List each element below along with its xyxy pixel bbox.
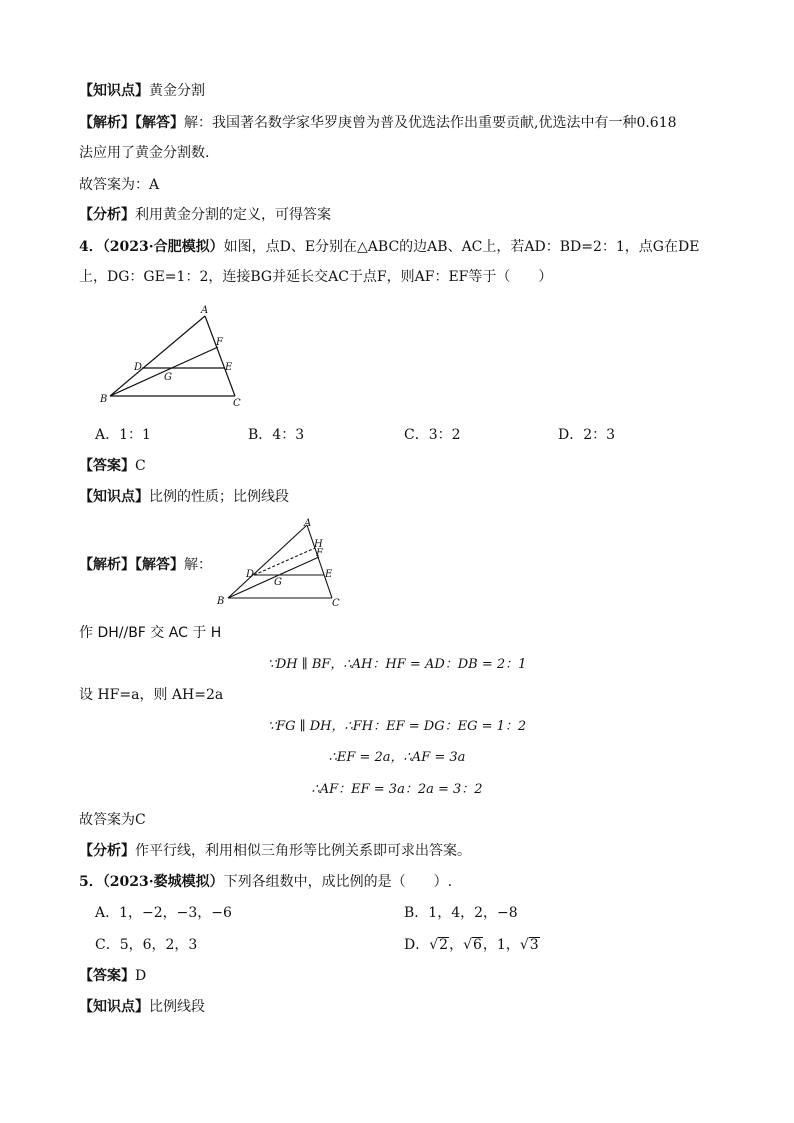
question-stem: 如图，点D、E分别在△ABC的边AB、AC上，若AD：BD=2：1，点G在DE (223, 239, 700, 255)
fenxi-tag: 【分析】 (79, 207, 135, 223)
analysis-text: 解： (184, 557, 212, 573)
knowledge-text: 比例线段 (149, 999, 205, 1015)
q4-option-c: C．3：2 (404, 427, 461, 443)
radicand-1: 2 (439, 937, 449, 953)
q4-equation-3: ∴EF = 2a，∴AF = 3a (328, 750, 466, 765)
q4-option-a: A．1：1 (95, 427, 151, 443)
label-d: D (246, 569, 255, 580)
q4-equation-2: ∵FG ∥ DH，∴FH：EF = DG：EG = 1：2 (267, 719, 527, 734)
fenxi-text: 作平行线，利用相似三角形等比例关系即可求出答案。 (135, 843, 471, 859)
label-a: A (304, 518, 312, 529)
q3-analysis-line (79, 113, 677, 133)
label-d: D (134, 362, 143, 373)
label-b: B (100, 394, 108, 405)
q5-stem-line (79, 872, 452, 892)
sqrt-symbol: √ (429, 937, 439, 953)
q4-step-2: 设 HF=a，则 AH=2a (79, 687, 224, 703)
q5-option-c: C．5，6，2，3 (95, 937, 198, 953)
answer-value: D (135, 968, 147, 984)
answer-value: C (135, 458, 146, 474)
label-h: H (314, 539, 323, 550)
q3-fenxi-line (79, 205, 331, 225)
q4-answer-conclusion: 故答案为C (79, 812, 146, 828)
answer-tag: 【答案】 (79, 458, 135, 474)
q5-option-b: B．1，4，2，−8 (404, 905, 518, 921)
label-g: G (164, 372, 172, 383)
q4-equation-4: ∴AF：EF = 3a：2a = 3：2 (311, 782, 483, 797)
plain-number: 1 (496, 937, 506, 953)
q5-option-d: D．√2，√6，1，√3 (404, 937, 539, 953)
radicand-2: 6 (473, 937, 482, 953)
q4-knowledge-line (79, 487, 289, 507)
q4-answer-line (79, 456, 146, 476)
knowledge-tag: 【知识点】 (79, 83, 149, 99)
question-source: （2023·婺城模拟） (102, 874, 224, 890)
triangle-figure-2 (212, 515, 347, 610)
q5-option-a: A．1，−2，−3，−6 (95, 905, 232, 921)
label-e: E (325, 569, 333, 580)
q4-option-d: D．2：3 (558, 427, 616, 443)
label-f: F (216, 337, 223, 348)
label-f: F (316, 548, 323, 559)
label-e: E (225, 362, 233, 373)
sqrt-symbol: √ (463, 937, 472, 953)
analysis-text: 解：我国著名数学家华罗庚曾为普及优选法作出重要贡献,优选法中有一种0.618 (184, 115, 677, 131)
q4-analysis-line (79, 555, 212, 575)
sqrt-symbol: √ (519, 937, 529, 953)
knowledge-tag: 【知识点】 (79, 489, 149, 505)
question-number: 4． (79, 239, 103, 255)
option-d-letter: D． (404, 937, 430, 953)
label-g: G (274, 577, 282, 588)
question-source: （2023·合肥模拟） (102, 239, 224, 255)
knowledge-text: 黄金分割 (149, 83, 205, 99)
answer-tag: 【答案】 (79, 968, 135, 984)
q3-analysis-line-2 (79, 143, 209, 163)
label-c: C (233, 398, 241, 409)
q4-option-b: B．4：3 (248, 427, 305, 443)
question-stem: 下列各组数中，成比例的是（ ）. (223, 874, 453, 890)
q5-knowledge-line (79, 997, 205, 1017)
q4-fenxi-line (79, 841, 471, 861)
knowledge-text: 比例的性质；比例线段 (149, 489, 289, 505)
triangle-figure-1 (95, 300, 255, 412)
q3-knowledge-line (79, 81, 205, 101)
analysis-text-continued: 法应用了黄金分割数. (79, 145, 210, 161)
q3-answer-line: 故答案为：A (79, 177, 160, 193)
q4-equation-1: ∵DH ∥ BF，∴AH：HF = AD：DB = 2：1 (267, 657, 527, 672)
analysis-tag: 【解析】【解答】 (79, 557, 184, 573)
label-a: A (201, 305, 209, 316)
q4-stem-line-1 (79, 237, 699, 257)
label-b: B (217, 596, 225, 607)
q4-stem-line-2: 上，DG：GE=1：2，连接BG并延长交AC于点F，则AF：EF等于（ ） (79, 269, 553, 285)
fenxi-tag: 【分析】 (79, 843, 135, 859)
q4-step-1: 作 DH//BF 交 AC 于 H (79, 625, 222, 641)
radicand-3: 3 (529, 937, 539, 953)
fenxi-text: 利用黄金分割的定义，可得答案 (135, 207, 331, 223)
knowledge-tag: 【知识点】 (79, 999, 149, 1015)
q5-answer-line (79, 966, 146, 986)
label-c: C (332, 598, 340, 609)
analysis-tag: 【解析】【解答】 (79, 115, 184, 131)
question-number: 5． (79, 874, 103, 890)
